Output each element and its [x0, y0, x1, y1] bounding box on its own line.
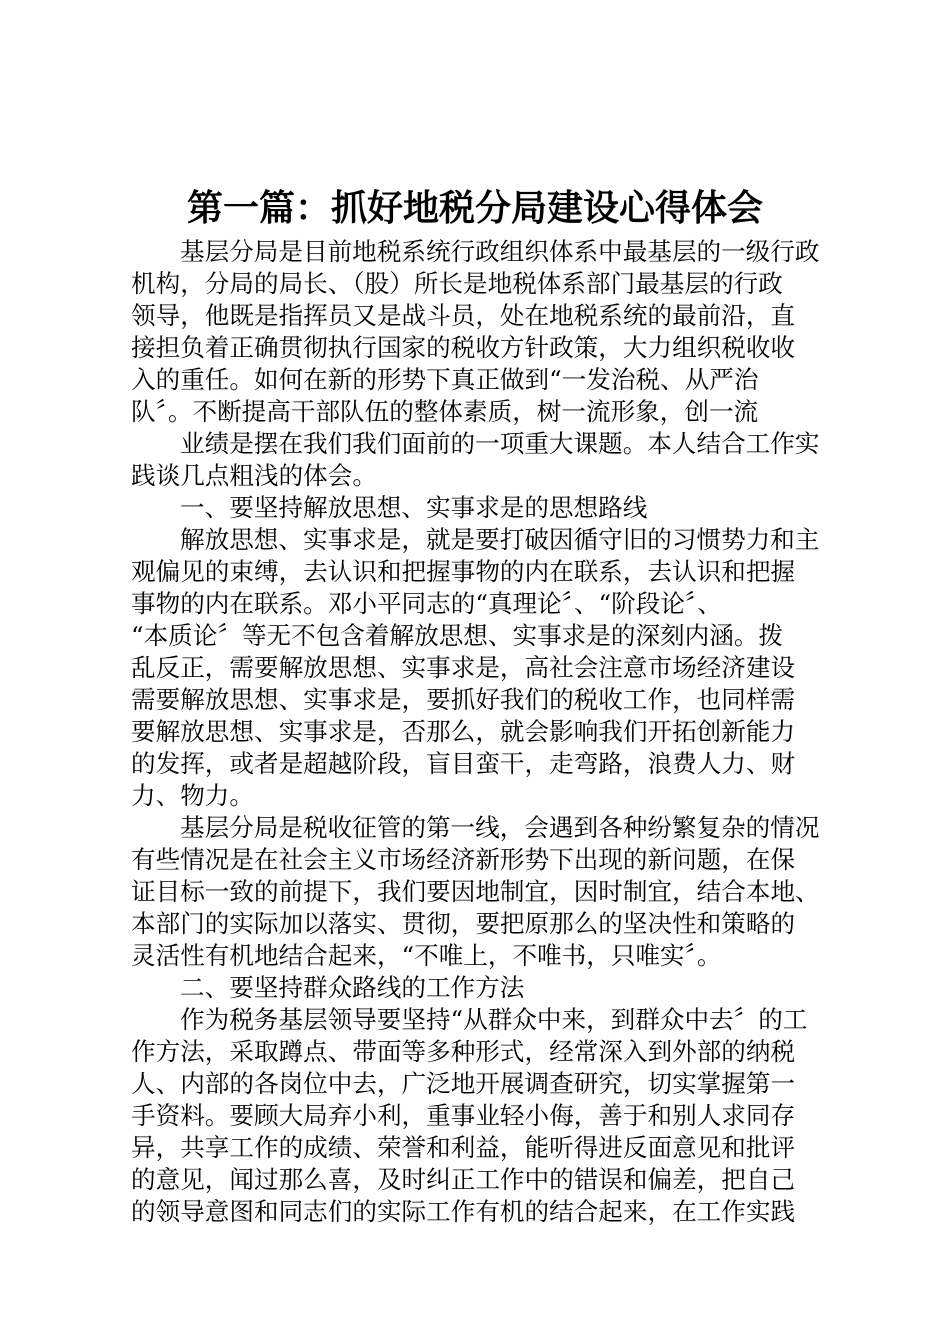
section-heading: 二、要坚持群众路线的工作方法 — [180, 973, 525, 1002]
text-line: “本质论〞等无不包含着解放思想、实事求是的深刻内涵。拨 — [131, 621, 784, 650]
text-line: 事物的内在联系。邓小平同志的“真理论〞、“阶段论〞、 — [131, 589, 722, 618]
text-line: 观偏见的束缚，去认识和把握事物的内在联系，去认识和把握 — [131, 557, 796, 586]
text-line: 有些情况是在社会主义市场经济新形势下出现的新问题，在保 — [131, 845, 796, 874]
text-line: 需要解放思想、实事求是，要抓好我们的税收工作，也同样需 — [131, 685, 796, 714]
text-line: 机构，分局的局长、（股）所长是地税体系部门最基层的行政 — [131, 269, 783, 298]
text-line: 本部门的实际加以落实、贯彻，要把原那么的坚决性和策略的 — [131, 909, 796, 938]
text-line: 接担负着正确贯彻执行国家的税收方针政策，大力组织税收收 — [131, 333, 796, 362]
text-line: 作为税务基层领导要坚持“从群众中来，到群众中去〞的工 — [180, 1005, 808, 1034]
text-line: 要解放思想、实事求是，否那么，就会影响我们开拓创新能力 — [131, 717, 796, 746]
text-line: 灵活性有机地结合起来，“不唯上，不唯书，只唯实〞。 — [131, 941, 722, 970]
text-line: 证目标一致的前提下，我们要因地制宜，因时制宜，结合本地、 — [131, 877, 820, 906]
text-line: 解放思想、实事求是，就是要打破因循守旧的习惯势力和主 — [180, 525, 820, 554]
text-line: 队〞。不断提高干部队伍的整体素质，树一流形象，创一流 — [131, 397, 759, 426]
text-line: 践谈几点粗浅的体会。 — [131, 461, 377, 490]
text-line: 的发挥，或者是超越阶段，盲目蛮干，走弯路，浪费人力、财 — [131, 749, 796, 778]
document-title: 第一篇：抓好地税分局建设心得体会 — [186, 187, 763, 229]
text-line: 入的重任。如何在新的形势下真正做到“一发治税、从严治 — [131, 365, 759, 394]
section-heading: 一、要坚持解放思想、实事求是的思想路线 — [180, 493, 648, 522]
text-line: 领导，他既是指挥员又是战斗员，处在地税系统的最前沿，直 — [131, 301, 796, 330]
text-line: 人、内部的各岗位中去，广泛地开展调查研究，切实掌握第一 — [131, 1069, 796, 1098]
text-line: 的意见，闻过那么喜，及时纠正工作中的错误和偏差，把自己 — [131, 1165, 796, 1194]
text-line: 异，共享工作的成绩、荣誉和利益，能听得进反面意见和批评 — [131, 1133, 796, 1162]
text-line: 的领导意图和同志们的实际工作有机的结合起来，在工作实践 — [131, 1197, 796, 1226]
text-line: 手资料。要顾大局弃小利，重事业轻小侮，善于和别人求同存 — [131, 1101, 796, 1130]
text-line: 基层分局是税收征管的第一线，会遇到各种纷繁复杂的情况 — [180, 813, 820, 842]
text-line: 基层分局是目前地税系统行政组织体系中最基层的一级行政 — [180, 237, 820, 266]
text-line: 作方法，采取蹲点、带面等多种形式，经常深入到外部的纳税 — [131, 1037, 796, 1066]
text-line: 力、物力。 — [131, 781, 254, 810]
text-line: 业绩是摆在我们我们面前的一项重大课题。本人结合工作实 — [180, 429, 820, 458]
text-line: 乱反正，需要解放思想、实事求是，高社会注意市场经济建设 — [131, 653, 796, 682]
